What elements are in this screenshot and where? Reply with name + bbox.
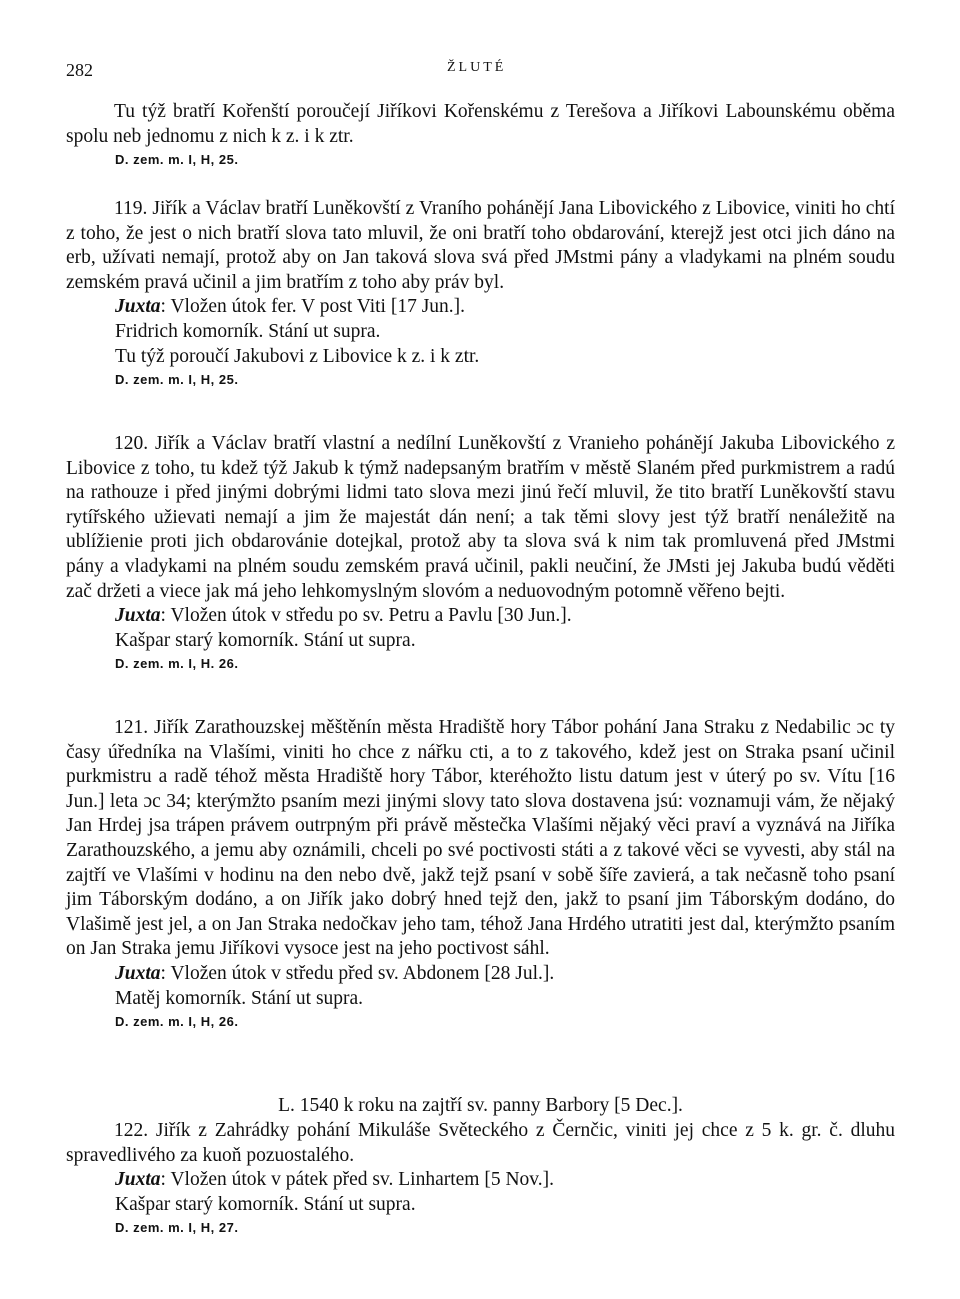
entry-121 (66, 716, 895, 1033)
note-line: Tu týž poroučí Jakubovi z Libovice k z. i k ztr. (115, 345, 480, 367)
juxta-label: Juxta (115, 962, 161, 984)
entry-119 (66, 197, 895, 391)
source-reference: D. zem. m. I, H, 25. (115, 152, 239, 168)
juxta-text: : Vložen útok v středu po sv. Petru a Pavlu [30 Jun.]. (160, 605, 572, 627)
juxta-line (66, 962, 895, 987)
entry-text: 122. Jiřík z Zahrádky pohání Mikuláše Světeckého z Černčic, viniti jej chce z 5 k. gr. č. dluhu spravedlivého za kuoň pozuostalého. (66, 1120, 895, 1166)
entry-text: 120. Jiřík a Václav bratří vlastní a nedílní Luněkovští z Vranieho pohánějí Jakuba Libovického z Libovice z toho, tu kdež týž Jakub k týmž nadepsaným bratřím v městě Slaném před purkmistrem a radú na rathouze i před jinými dobrými lidmi tato slova mezi jinú řečí mluvil, že tito bratří Luněkovští stavu rytířského užievati nemají a jim že majestát dán není; a tak těmi slovy jest týž bratří nenáležitě na ublížienie proti jich obdarovánie dotejkal, protož aby ta slova svá k nim tak promluvená před JMstmi pány a vladykami na plném soudu zemském pravá učinil, pakli neučiní, že JMsti jej Jakuba budú věděti zač držeti a viece jak má jeho lehkomyslným slovóm a neduovodným potomně věřeno bejti. (66, 433, 895, 602)
source-reference: D. zem. m. I, H. 26. (115, 656, 239, 672)
note-line: Kašpar starý komorník. Stání ut supra. (115, 629, 416, 651)
entry-120 (66, 432, 895, 675)
source-reference: D. zem. m. I, H, 26. (115, 1014, 239, 1030)
juxta-label: Juxta (115, 1169, 161, 1191)
juxta-text: : Vložen útok v pátek před sv. Linhartem [5 Nov.]. (160, 1169, 555, 1191)
running-head: ŽLUTÉ (447, 60, 507, 75)
entry-text: 121. Jiřík Zarathouzskej měštěnín města Hradiště hory Tábor pohání Jana Straku z Nedabilic ɔc ty časy úředníka na Vlašími, viniti ho chce z nářku cti, a to z takového, kdež jest on Straka psaní učinil purkmistru a radě téhož města Hradiště hory Tábor, kteréhožto listu datum jest v úterý po sv. Vítu [16 Jun.] leta ɔc 34; kterýmžto psaním mezi jinými slovy tato slova dostavena jsú: voznamuji vám, že nějaký Jan Hrdej jsa trápen právem outrpným při právě městečka Vlašími nějaký věci praví a vyznává na Jiříka Zarathouzského, a jemu aby oznámili, chceli po své poctivosti státi a z takové věci se vyvesti, aby stál na zajtří ve Vlašími v hodinu na den nebo dvě, jakž tejž psaní v sobě šíře zavierá, a tak nečasně toho psaní jim Táborským dodáno, a on Jiřík jako dobrý hned tejž den, jakž to psaní jim Táborským dodáno, do Vlašimě jest jel, a on Jan Straka nedočkav jeho tam, téhož Jana Hrdého utratiti jest dal, kterýmžto psaním on Jan Straka jemu Jiříkovi vysoce jest na jeho poctivost sáhl. (66, 717, 895, 960)
juxta-line (66, 295, 895, 320)
section-heading: L. 1540 k roku na zajtří sv. panny Barbory [5 Dec.]. (278, 1095, 683, 1116)
note-line: Fridrich komorník. Stání ut supra. (115, 320, 381, 342)
source-reference: D. zem. m. I, H, 25. (115, 372, 239, 388)
entry-122 (66, 1093, 895, 1239)
source-reference: D. zem. m. I, H, 27. (115, 1220, 239, 1236)
juxta-label: Juxta (115, 605, 161, 627)
entry-text: 119. Jiřík a Václav bratří Luněkovští z Vraního pohánějí Jana Libovického z Libovice, viniti ho chtí z toho, že jest o nich bratří slova tato mluvil, že oni bratří toho obdarování, kterejž jest otci jich dáno na erb, užívati nemají, protož aby on Jan taková slova svá před JMstmi pány a vladykami na plném soudu zemském pravá učinil a jim bratřím z toho aby práv byl. (66, 198, 895, 293)
entry-intro (66, 100, 895, 171)
juxta-text: : Vložen útok fer. V post Viti [17 Jun.]. (160, 296, 466, 318)
note-line: Kašpar starý komorník. Stání ut supra. (115, 1193, 416, 1215)
note-line: Matěj komorník. Stání ut supra. (115, 987, 364, 1009)
entry-text: Tu týž bratří Kořenští poroučejí Jiříkovi Kořenskému z Terešova a Jiříkovi Labounskému oběma spolu neb jednomu z nich k z. i k ztr. (66, 101, 895, 147)
juxta-line (66, 604, 895, 629)
juxta-text: : Vložen útok v středu před sv. Abdonem [28 Jul.]. (160, 962, 555, 984)
page-number: 282 (66, 60, 93, 80)
juxta-line (66, 1168, 895, 1193)
juxta-label: Juxta (115, 296, 161, 318)
